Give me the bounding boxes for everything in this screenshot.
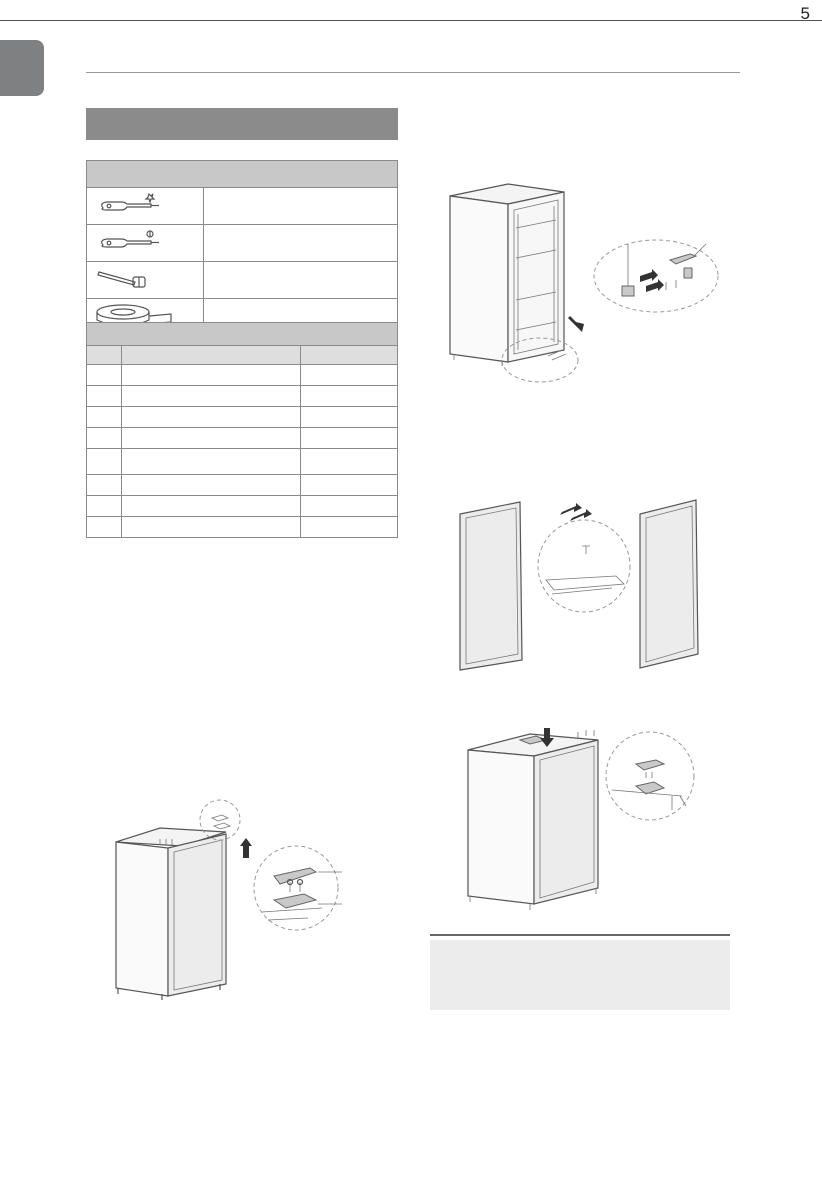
note-rule xyxy=(430,934,730,936)
page-number: 5 xyxy=(800,4,810,23)
note-box xyxy=(430,940,730,1010)
